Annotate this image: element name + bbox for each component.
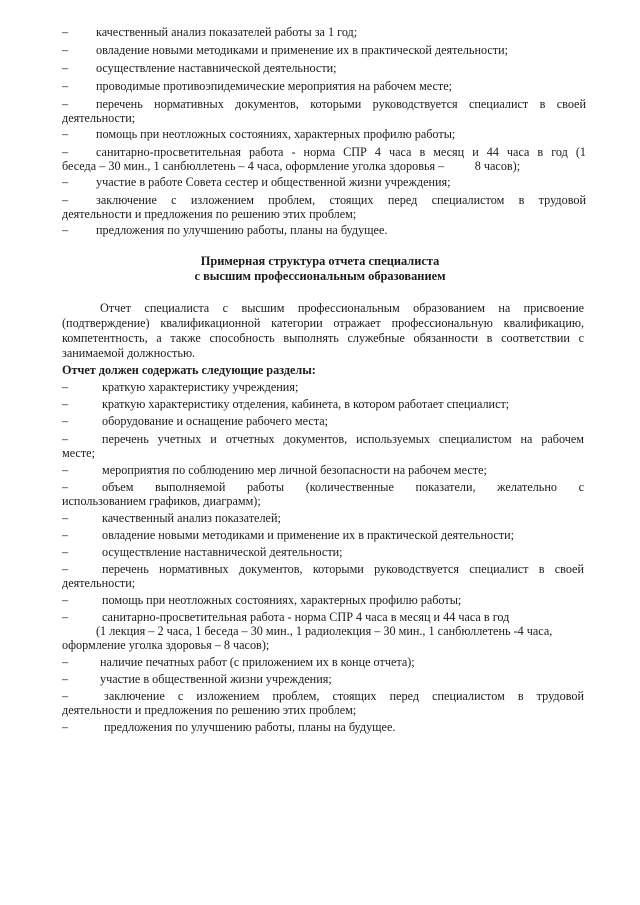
list-item: заключение с изложением проблем, стоящих перед специалистом в трудовой: [96, 193, 586, 207]
list-item: помощь при неотложных состояниях, характерных профилю работы;: [96, 127, 456, 141]
intro-line: Отчет специалиста с высшим профессиональным образованием на присвоение: [100, 301, 584, 315]
list-item: краткую характеристику отделения, кабинета, в котором работает специалист;: [102, 397, 510, 411]
intro-line: (подтверждение) квалификационной категории отражает профессиональную квалификацию,: [62, 316, 584, 330]
list-item: предложения по улучшению работы, планы на будущее.: [96, 223, 388, 237]
list-item: осуществление наставнической деятельности;: [96, 61, 337, 75]
list-dash: –: [62, 43, 69, 57]
list-dash: –: [62, 79, 69, 93]
list-dash: –: [62, 380, 69, 394]
list-item: перечень нормативных документов, которыми руководствуется специалист в своей: [96, 97, 586, 111]
list-item: участие в работе Совета сестер и общественной жизни учреждения;: [96, 175, 451, 189]
list-item-continuation: использованием графиков, диаграмм);: [62, 494, 261, 508]
list-dash: –: [62, 463, 69, 477]
list-item-continuation: оформление уголка здоровья – 8 часов);: [62, 638, 270, 652]
list-item-continuation: месте;: [62, 446, 95, 460]
list-item: краткую характеристику учреждения;: [102, 380, 299, 394]
intro-line: компетентность, а также способность выполнять служебные обязанности в соответствии с: [62, 331, 584, 345]
list-item: овладение новыми методиками и применение их в практической деятельности;: [96, 43, 509, 57]
list-item: предложения по улучшению работы, планы на будущее.: [104, 720, 396, 734]
list-dash: –: [62, 61, 69, 75]
list-item: наличие печатных работ (с приложением их в конце отчета);: [100, 655, 415, 669]
sections-label: Отчет должен содержать следующие разделы:: [62, 363, 316, 377]
list-dash: –: [62, 562, 69, 576]
list-dash: –: [62, 432, 69, 446]
list-item: проводимые противоэпидемические мероприятия на рабочем месте;: [96, 79, 453, 93]
list-dash: –: [62, 25, 69, 39]
list-dash: –: [62, 672, 69, 686]
list-dash: –: [62, 545, 69, 559]
list-item-continuation: деятельности;: [62, 111, 136, 125]
list-item: овладение новыми методиками и применение их в практической деятельности;: [102, 528, 515, 542]
list-dash: –: [62, 511, 69, 525]
list-item: санитарно-просветительная работа - норма СПР 4 часа в месяц и 44 часа в год: [102, 610, 510, 624]
list-item: мероприятия по соблюдению мер личной безопасности на рабочем месте;: [102, 463, 487, 477]
list-item: участие в общественной жизни учреждения;: [100, 672, 332, 686]
list-dash: –: [62, 127, 69, 141]
list-item-continuation: (1 лекция – 2 часа, 1 беседа – 30 мин., 1 радиолекция – 30 мин., 1 санбюллетень -4 часа,: [96, 624, 553, 638]
list-dash: –: [62, 593, 69, 607]
list-dash: –: [62, 193, 69, 207]
list-dash: –: [62, 655, 69, 669]
list-dash: –: [62, 720, 69, 734]
list-item: перечень нормативных документов, которыми руководствуется специалист в своей: [102, 562, 584, 576]
section-heading-line-1: Примерная структура отчета специалиста: [200, 254, 440, 268]
intro-line: занимаемой должностью.: [62, 346, 196, 360]
list-item-continuation: деятельности и предложения по решению этих проблем;: [62, 703, 357, 717]
list-dash: –: [62, 145, 69, 159]
list-dash: –: [62, 480, 69, 494]
list-item: объем выполняемой работы (количественные показатели, желательно с: [102, 480, 584, 494]
list-item-continuation: беседа – 30 мин., 1 санбюллетень – 4 часа, оформление уголка здоровья – 8 часов);: [62, 159, 521, 173]
list-item: помощь при неотложных состояниях, характерных профилю работы;: [102, 593, 462, 607]
list-item: санитарно-просветительная работа - норма СПР 4 часа в месяц и 44 часа в год (1: [96, 145, 586, 159]
list-item: качественный анализ показателей работы за 1 год;: [96, 25, 358, 39]
list-item: осуществление наставнической деятельности;: [102, 545, 343, 559]
list-dash: –: [62, 175, 69, 189]
list-dash: –: [62, 689, 69, 703]
list-item-continuation: деятельности;: [62, 576, 136, 590]
list-dash: –: [62, 223, 69, 237]
list-item: заключение с изложением проблем, стоящих перед специалистом в трудовой: [104, 689, 584, 703]
list-dash: –: [62, 397, 69, 411]
list-dash: –: [62, 610, 69, 624]
list-dash: –: [62, 528, 69, 542]
section-heading-line-2: с высшим профессиональным образованием: [194, 269, 446, 283]
list-dash: –: [62, 97, 69, 111]
list-item: оборудование и оснащение рабочего места;: [102, 414, 329, 428]
list-item-continuation: деятельности и предложения по решению этих проблем;: [62, 207, 357, 221]
list-dash: –: [62, 414, 69, 428]
list-item: перечень учетных и отчетных документов, используемых специалистом на рабочем: [102, 432, 584, 446]
list-item: качественный анализ показателей;: [102, 511, 281, 525]
